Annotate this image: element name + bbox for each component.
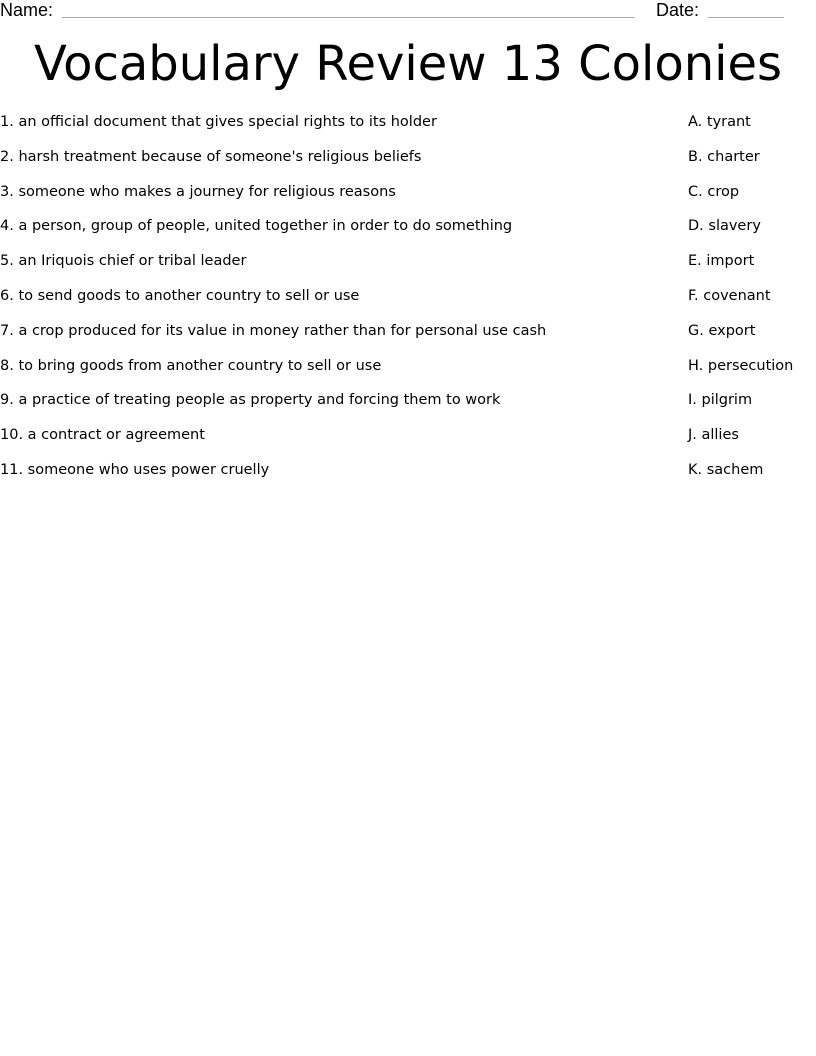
clue-item: 3. someone who makes a journey for religious reasons bbox=[0, 183, 396, 200]
clue-item: 8. to bring goods from another country to sell or use bbox=[0, 357, 382, 374]
page-title: Vocabulary Review 13 Colonies bbox=[33, 36, 783, 92]
name-label: Name: bbox=[0, 0, 54, 20]
date-label: Date: bbox=[656, 0, 700, 20]
clue-list bbox=[0, 110, 660, 493]
answer-item: G. export bbox=[688, 322, 756, 339]
answer-item: J. allies bbox=[688, 427, 739, 444]
answer-item: H. persecution bbox=[688, 357, 794, 374]
answer-item: E. import bbox=[688, 253, 755, 270]
name-blank-line bbox=[62, 17, 635, 18]
clue-item: 10. a contract or agreement bbox=[0, 427, 205, 444]
worksheet-header bbox=[0, 0, 816, 24]
clue-item: 9. a practice of treating people as property and forcing them to work bbox=[0, 392, 501, 409]
clue-item: 11. someone who uses power cruelly bbox=[0, 461, 270, 478]
answer-item: I. pilgrim bbox=[688, 392, 753, 409]
clue-item: 6. to send goods to another country to sell or use bbox=[0, 287, 360, 304]
answer-item: B. charter bbox=[688, 148, 760, 165]
answer-item: F. covenant bbox=[688, 287, 771, 304]
answer-item: A. tyrant bbox=[688, 114, 751, 130]
answer-item: K. sachem bbox=[688, 461, 764, 478]
clue-item: 4. a person, group of people, united together in order to do something bbox=[0, 218, 513, 235]
answer-item: D. slavery bbox=[688, 218, 761, 235]
clue-item: 1. an official document that gives special rights to its holder bbox=[0, 114, 437, 130]
clue-item: 2. harsh treatment because of someone's religious beliefs bbox=[0, 148, 422, 165]
clue-item: 7. a crop produced for its value in money rather than for personal use cash bbox=[0, 322, 547, 339]
date-blank-line bbox=[708, 17, 784, 18]
answer-list bbox=[688, 110, 816, 493]
clue-item: 5. an Iriquois chief or tribal leader bbox=[0, 253, 247, 270]
answer-item: C. crop bbox=[688, 183, 740, 200]
